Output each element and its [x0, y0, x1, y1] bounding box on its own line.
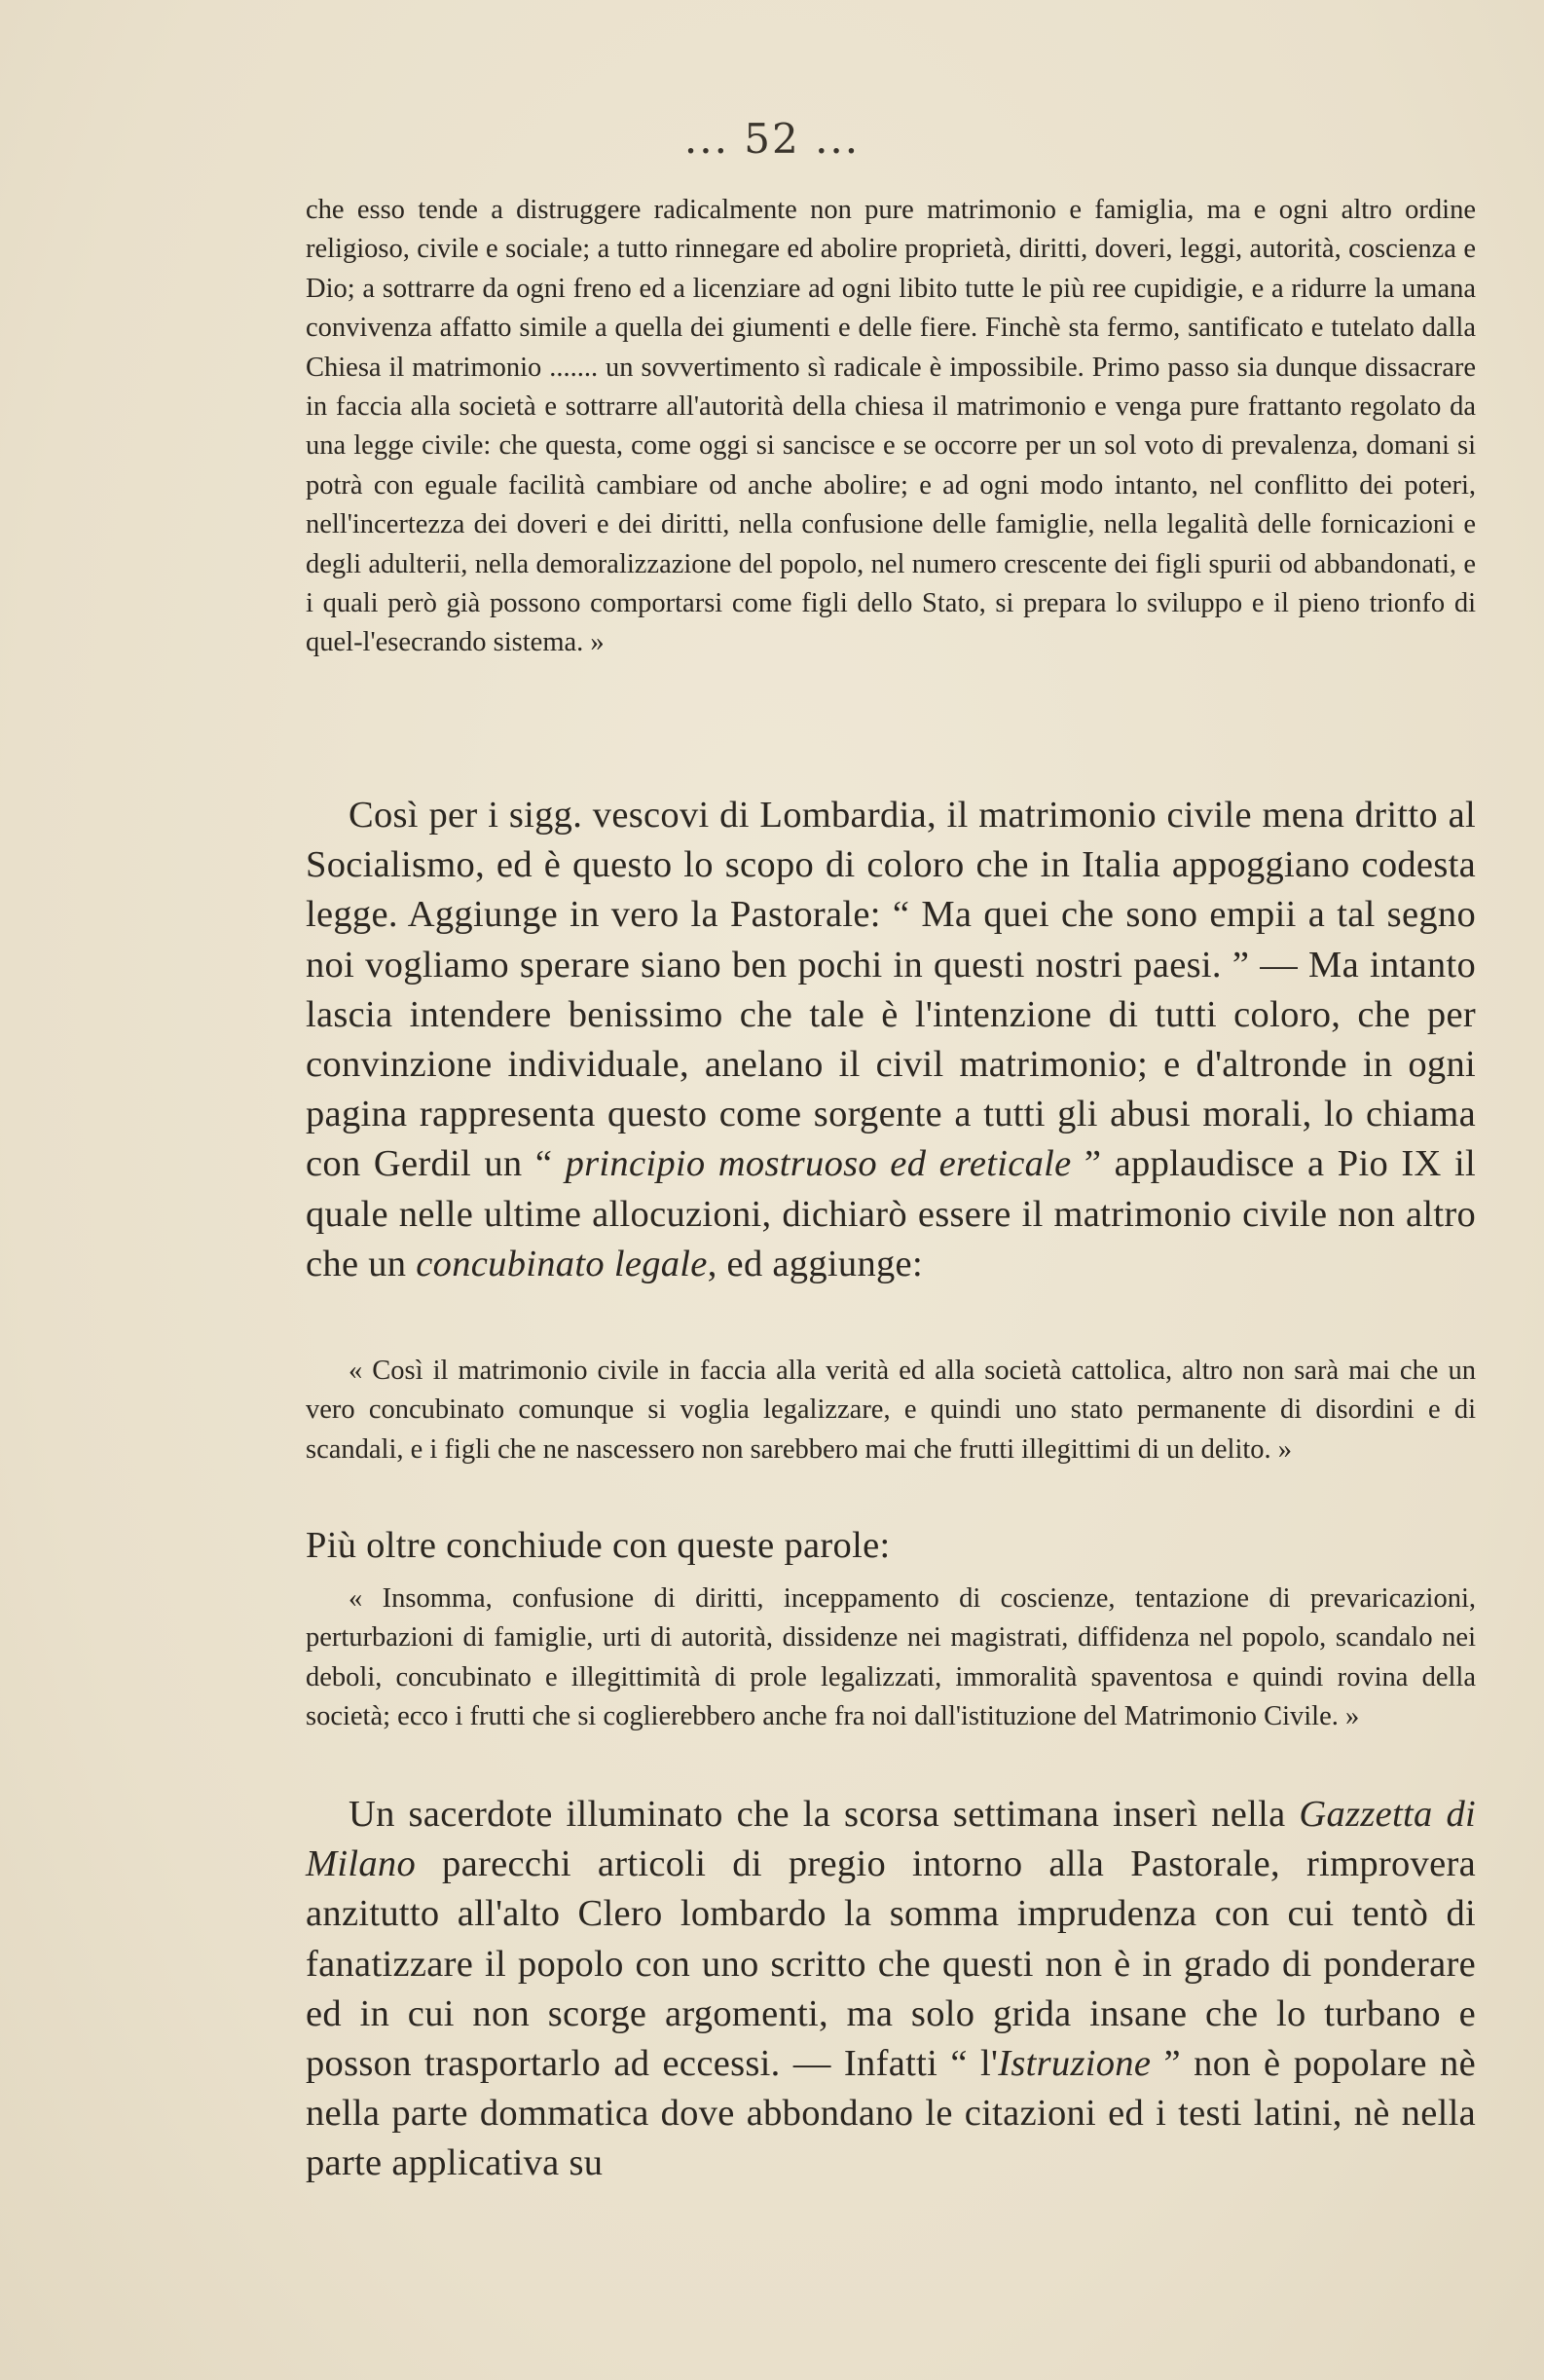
text-segment: Così per i sigg. vescovi di Lombardia, il matrimonio civile mena dritto al Socialismo, ed è questo lo scopo di coloro che in Italia appoggiano codesta legge. Aggiunge in vero la Pastorale: “ Ma quei che sono empii a tal segno noi vogliamo sperare siano ben pochi in questi nostri paesi. ” — Ma intanto lascia intendere benissimo che tale è l'intenzione di tutti coloro, che per convinzione individuale, anelano il civil matrimonio; e d'altronde in ogni pagina rappresenta questo come sorgente a tutti gli abusi morali, lo chiama con Gerdil un “ — [306, 795, 1476, 1185]
italic-phrase: Gazzetta di Milano — [306, 1794, 1476, 1885]
text-segment: Un sacerdote illuminato che la scorsa settimana inserì nella — [349, 1794, 1300, 1835]
text-segment: parecchi articoli di pregio intorno alla Pastorale, rimprovera anzitutto all'alto Clero lombardo la somma imprudenza con cui tentò di fanatizzare il popolo con uno scritto che questi non è in grado di ponderare ed in cui non scorge argomenti, ma solo grida insane che lo turbano e posson trasportarlo ad eccessi. — Infatti “ l' — [306, 1843, 1476, 2085]
commentary-paragraph-1 — [306, 791, 1476, 1289]
commentary-paragraph-2 — [306, 1790, 1476, 2189]
commentary-short-line: Più oltre conchiude con queste parole: — [306, 1525, 891, 1566]
italic-phrase: Istruzione — [998, 2043, 1152, 2085]
italic-phrase: concubinato legale — [416, 1243, 708, 1284]
italic-phrase: principio mostruoso ed ereticale — [565, 1143, 1072, 1185]
text-segment: , ed aggiunge: — [707, 1243, 923, 1284]
page-number: ... 52 ... — [683, 115, 861, 163]
quoted-pastoral-paragraph: che esso tende a distruggere radicalmente non pure matrimonio e famiglia, ma e ogni altro ordine religioso, civile e sociale; a tutto rinnegare ed abolire proprietà, diritti, doveri, leggi, autorità, coscienza e Dio; a sottrarre da ogni freno ed a licenziare ad ogni libito tutte le più ree cupidigie, e a ridurre la umana convivenza affatto simile a quella dei giumenti e delle fiere. Finchè sta fermo, santificato e tutelato dalla Chiesa il matrimonio ....... un sovvertimento sì radicale è impossibile. Primo passo sia dunque dissacrare in faccia alla società e sottrarre all'autorità della chiesa il matrimonio e venga pure frattanto regolato da una legge civile: che questa, come oggi si sancisce e se occorre per un sol voto di prevalenza, domani si potrà con eguale facilità cambiare od anche abolire; e ad ogni modo intanto, nel conflitto dei poteri, nell'incertezza dei doveri e dei diritti, nella confusione delle famiglie, nella legalità delle fornicazioni e degli adulterii, nella demoralizzazione del popolo, nel numero crescente dei figli spurii od abbandonati, e i quali però già possono comportarsi come figli dello Stato, si prepara lo sviluppo e il pieno trionfo di quel-l'esecrando sistema. » — [306, 195, 1476, 658]
quoted-insomma-paragraph: « Insomma, confusione di diritti, inceppamento di coscienze, tentazione di prevaricazioni, perturbazioni di famiglie, urti di autorità, dissidenze nei magistrati, diffidenza nel popolo, scandalo nei deboli, concubinato e illegittimità di prole legalizzati, immoralità spaventosa e quindi rovina della società; ecco i frutti che si coglierebbero anche fra noi dall'istituzione del Matrimonio Civile. » — [306, 1583, 1476, 1732]
quoted-concubinato-paragraph: « Così il matrimonio civile in faccia alla verità ed alla società cattolica, altro non sarà mai che un vero concubinato comunque si voglia legalizzare, e quindi uno stato permanente di disordini e di scandali, e i figli che ne nascessero non sarebbero mai che frutti illegittimi di un delito. » — [306, 1356, 1476, 1465]
text-segment: ” non è popolare nè nella parte dommatica dove abbondano le citazioni ed i testi latini, nè nella parte applicativa su — [306, 2043, 1476, 2184]
text-segment: ” applaudisce a Pio IX il quale nelle ultime allocuzioni, dichiarò essere il matrimonio civile non altro che un — [306, 1143, 1476, 1284]
